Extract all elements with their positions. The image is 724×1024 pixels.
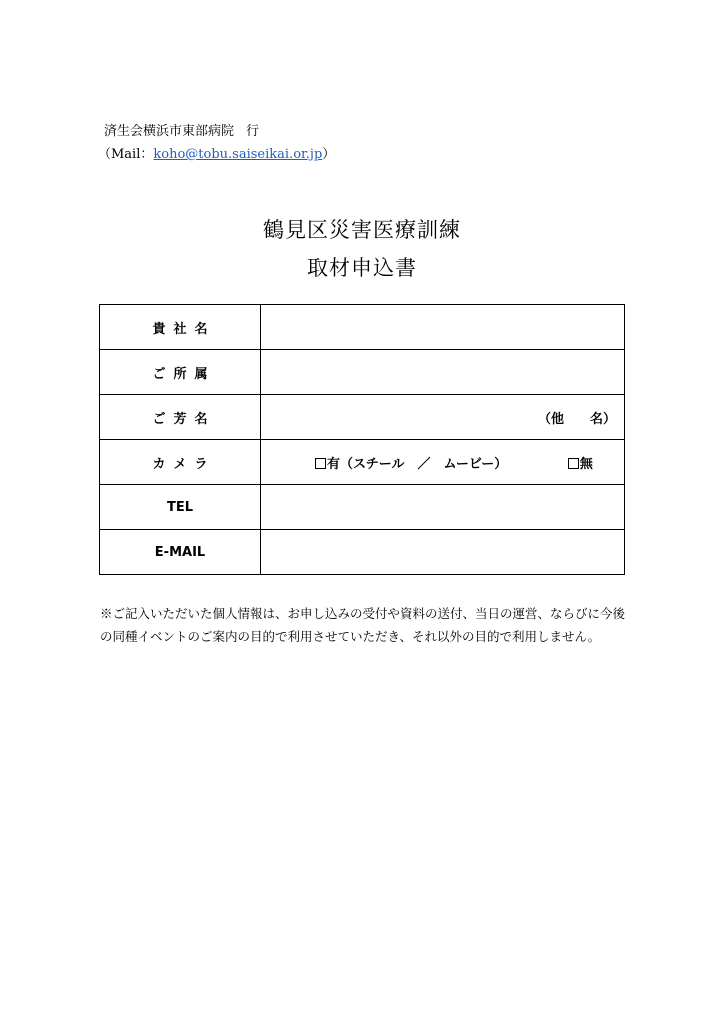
company-label: 貴社名 — [152, 321, 216, 337]
tel-label: TEL — [166, 499, 194, 515]
mail-suffix: ） — [322, 147, 336, 162]
camera-yes-label: 有（スチール ／ ムービー） — [327, 456, 508, 472]
email-label-cell — [100, 530, 261, 575]
mail-link[interactable]: koho@tobu.saiseikai.or.jp — [153, 147, 323, 162]
email-label: E-MAIL — [154, 544, 206, 560]
camera-label-cell — [100, 440, 261, 485]
form-row-company — [100, 305, 625, 350]
form-row-name — [100, 395, 625, 440]
recipient-name: 済生会横浜市東部病院 — [104, 124, 235, 139]
form-row-department — [100, 350, 625, 395]
department-label-cell — [100, 350, 261, 395]
name-label: ご芳名 — [152, 411, 216, 427]
department-input-cell[interactable] — [261, 350, 625, 395]
company-label-cell — [100, 305, 261, 350]
camera-label: カメラ — [152, 456, 216, 472]
camera-yes-checkbox[interactable] — [315, 458, 326, 469]
addressee-line — [104, 123, 259, 141]
email-input-cell[interactable] — [261, 530, 625, 575]
form-row-email — [100, 530, 625, 575]
tel-label-cell — [100, 485, 261, 530]
name-label-cell — [100, 395, 261, 440]
mail-line — [98, 146, 335, 164]
camera-no-label: 無 — [579, 456, 593, 472]
tel-input-cell[interactable] — [261, 485, 625, 530]
application-form-table — [99, 304, 625, 575]
mail-prefix: （Mail： — [98, 147, 154, 162]
department-label: ご所属 — [152, 366, 216, 382]
camera-options-cell — [261, 440, 625, 485]
document-subtitle: 取材申込書 — [307, 256, 417, 280]
recipient-suffix: 行 — [246, 124, 260, 139]
company-input-cell[interactable] — [261, 305, 625, 350]
name-input-cell[interactable] — [261, 395, 625, 440]
privacy-note: ※ご記入いただいた個人情報は、お申し込みの受付や資料の送付、当日の運営、ならびに今後の同種イベントのご案内の目的で利用させていただき、それ以外の目的で利用しません。 — [100, 606, 626, 644]
other-count-note: （他 名） — [537, 411, 616, 427]
form-row-tel — [100, 485, 625, 530]
form-row-camera — [100, 440, 625, 485]
document-title: 鶴見区災害医療訓練 — [263, 218, 461, 242]
camera-no-checkbox[interactable] — [568, 458, 579, 469]
